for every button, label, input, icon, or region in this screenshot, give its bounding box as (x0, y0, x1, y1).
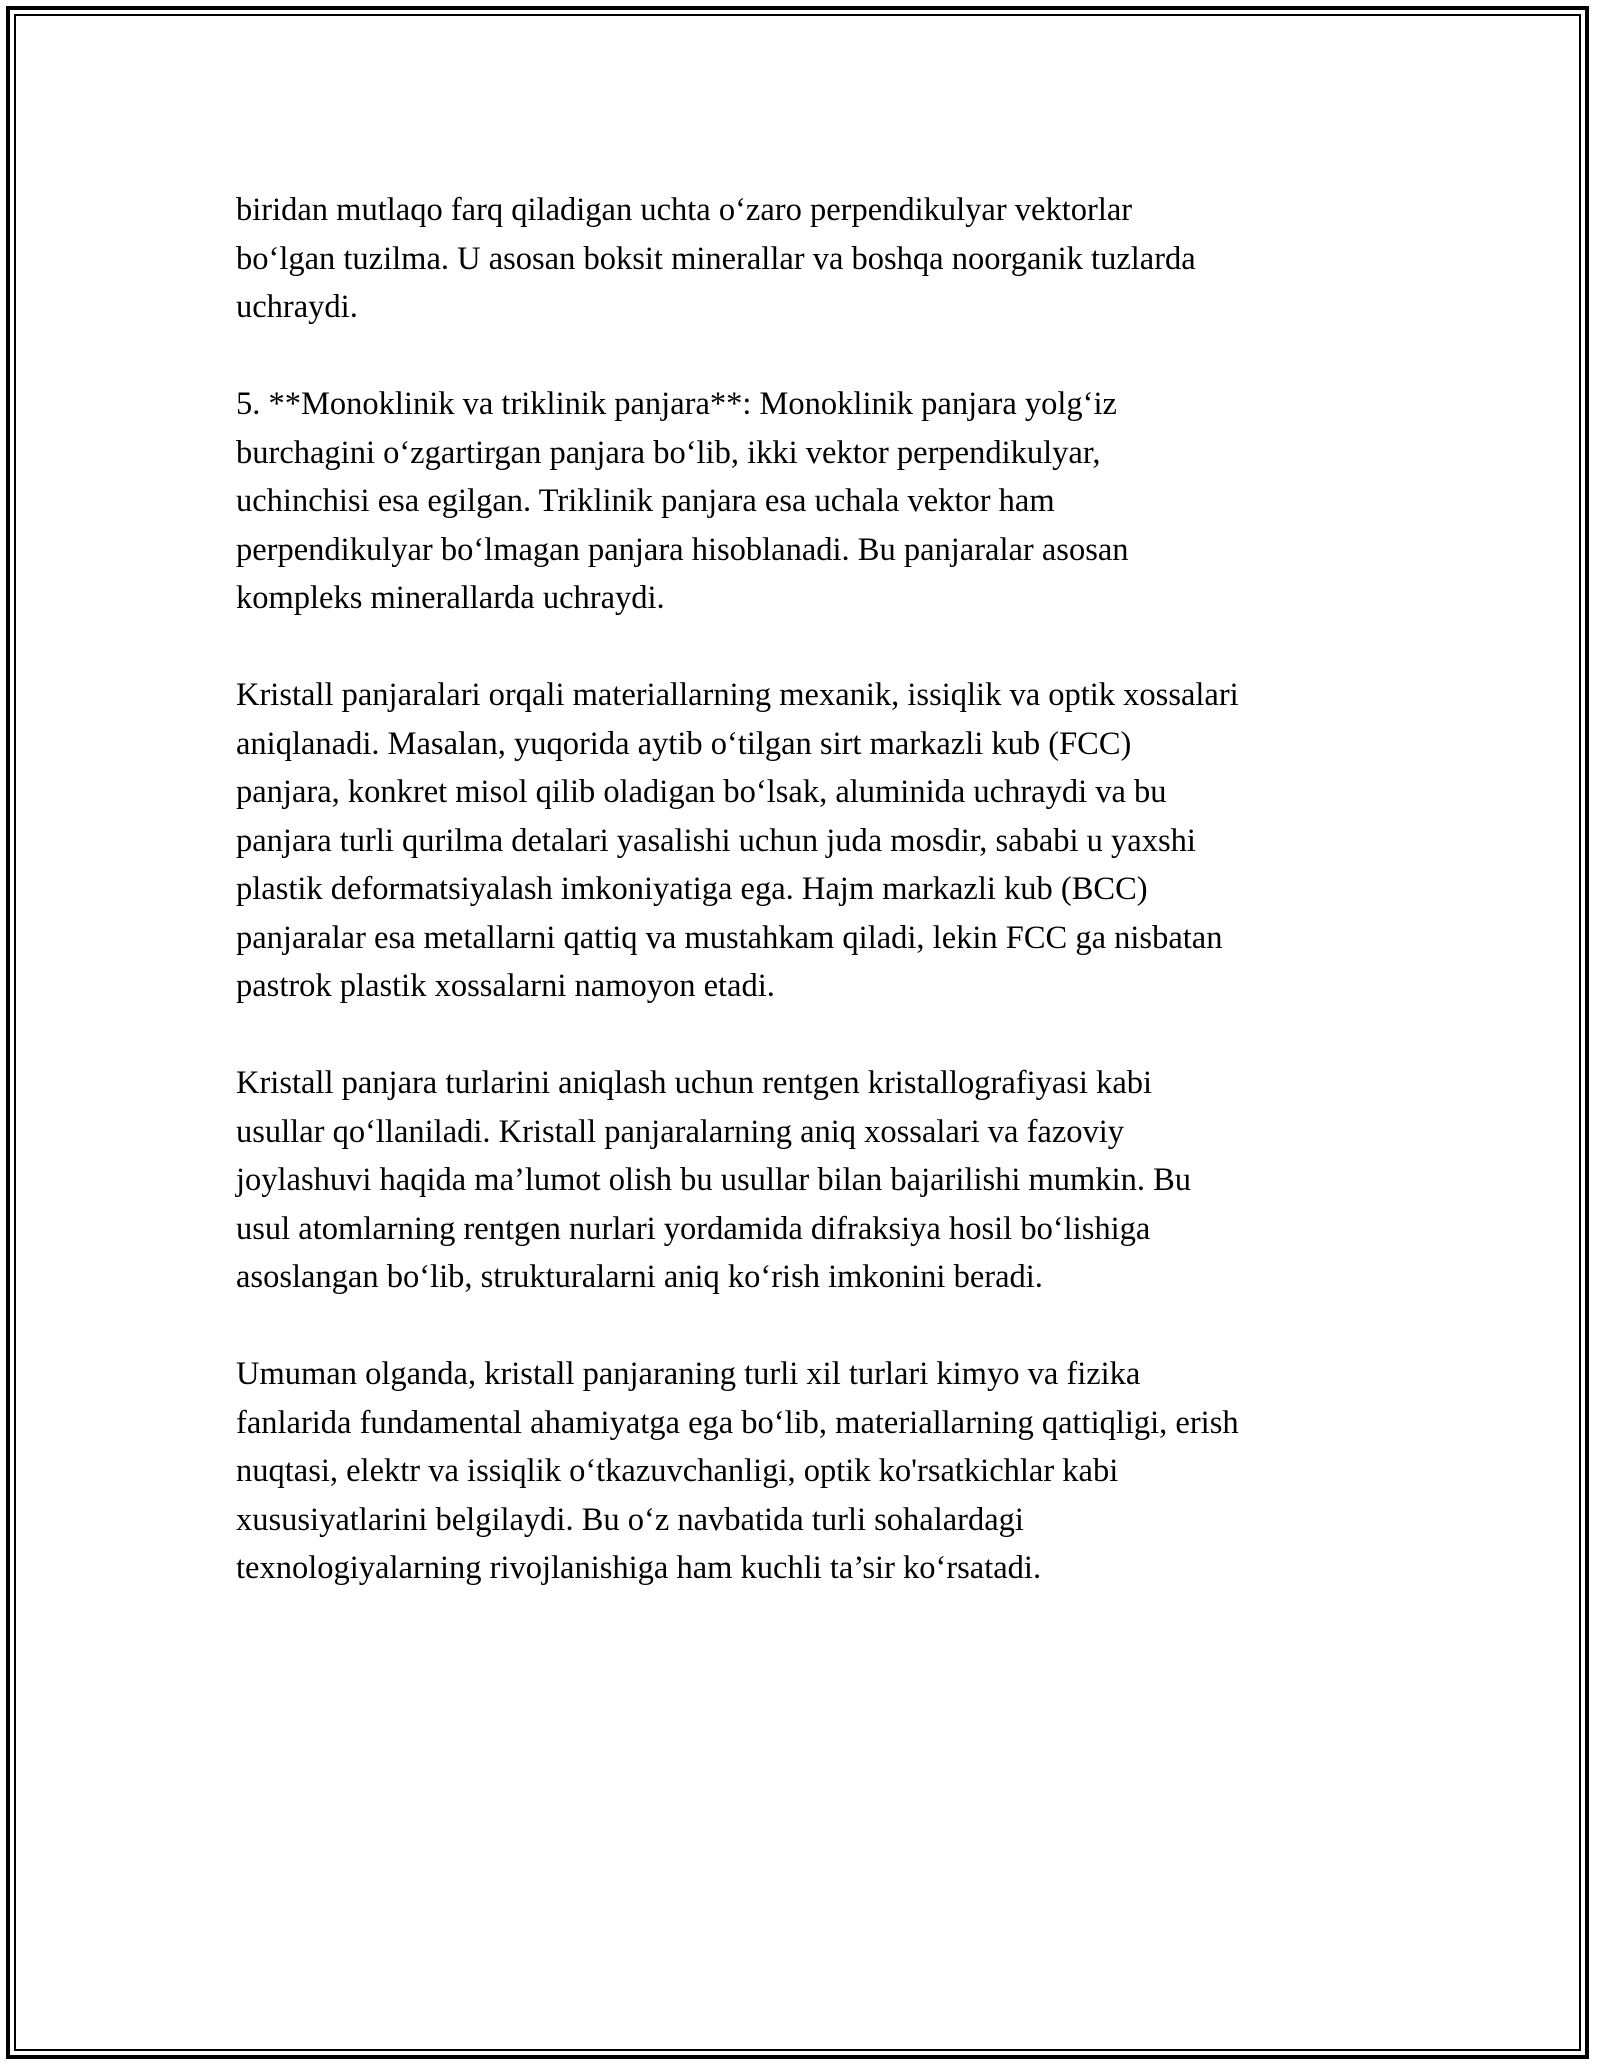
paragraph-line: plastik deformatsiyalash imkoniyatiga ega. Hajm markazli kub (BCC) (236, 871, 1148, 907)
paragraph-line: Kristall panjara turlarini aniqlash uchun rentgen kristallografiyasi kabi (236, 1065, 1153, 1101)
paragraph-line: uchraydi. (236, 289, 358, 325)
paragraph-line: aniqlanadi. Masalan, yuqorida aytib o‘tilgan sirt markazli kub (FCC) (236, 725, 1132, 762)
paragraph-line: biridan mutlaqo farq qiladigan uchta o‘zaro perpendikulyar vektorlar (236, 192, 1133, 228)
paragraph-line: perpendikulyar bo‘lmagan panjara hisoblanadi. Bu panjaralar asosan (236, 531, 1129, 568)
paragraph-line: kompleks minerallarda uchraydi. (236, 580, 665, 616)
paragraph-line: usullar qo‘llaniladi. Kristall panjaralarning aniq xossalari va fazoviy (236, 1113, 1125, 1150)
paragraph-line: texnologiyalarning rivojlanishiga ham kuchli ta’sir ko‘rsatadi. (236, 1550, 1042, 1586)
paragraph-line: bo‘lgan tuzilma. U asosan boksit minerallar va boshqa noorganik tuzlarda (236, 240, 1196, 277)
paragraph-line: Umuman olganda, kristall panjaraning turli xil turlari kimyo va fizika (236, 1356, 1141, 1392)
paragraph-4 (236, 1059, 1396, 1302)
paragraph-line: panjara turli qurilma detalari yasalishi uchun juda mosdir, sababi u yaxshi (236, 822, 1196, 859)
paragraph-line: panjaralar esa metallarni qattiq va mustahkam qiladi, lekin FCC ga nisbatan (236, 919, 1223, 956)
paragraph-line: panjara, konkret misol qilib oladigan bo‘lsak, aluminida uchraydi va bu (236, 774, 1167, 810)
paragraph-line: 5. **Monoklinik va triklinik panjara**: Monoklinik panjara yolg‘iz (236, 386, 1117, 422)
paragraph-line: pastrok plastik xossalarni namoyon etadi. (236, 968, 775, 1004)
paragraph-line: Kristall panjaralari orqali materiallarning mexanik, issiqlik va optik xossalari (236, 677, 1239, 713)
paragraph-line: usul atomlarning rentgen nurlari yordamida difraksiya hosil bo‘lishiga (236, 1210, 1151, 1247)
paragraph-3 (236, 671, 1396, 1011)
paragraph-5 (236, 1350, 1396, 1593)
paragraph-line: asoslangan bo‘lib, strukturalarni aniq ko‘rish imkonini beradi. (236, 1259, 1043, 1295)
paragraph-line: uchinchisi esa egilgan. Triklinik panjara esa uchala vektor ham (236, 483, 1055, 519)
paragraph-2 (236, 380, 1396, 623)
paragraph-line: fanlarida fundamental ahamiyatga ega bo‘lib, materiallarning qattiqligi, erish (236, 1404, 1239, 1441)
paragraph-1 (236, 186, 1396, 332)
paragraph-line: burchagini o‘zgartirgan panjara bo‘lib, ikki vektor perpendikulyar, (236, 434, 1101, 471)
document-body (236, 186, 1396, 1641)
paragraph-line: joylashuvi haqida ma’lumot olish bu usullar bilan bajarilishi mumkin. Bu (236, 1162, 1192, 1198)
paragraph-line: xususiyatlarini belgilaydi. Bu o‘z navbatida turli sohalardagi (236, 1501, 1024, 1538)
paragraph-line: nuqtasi, elektr va issiqlik o‘tkazuvchanligi, optik ko'rsatkichlar kabi (236, 1453, 1119, 1489)
